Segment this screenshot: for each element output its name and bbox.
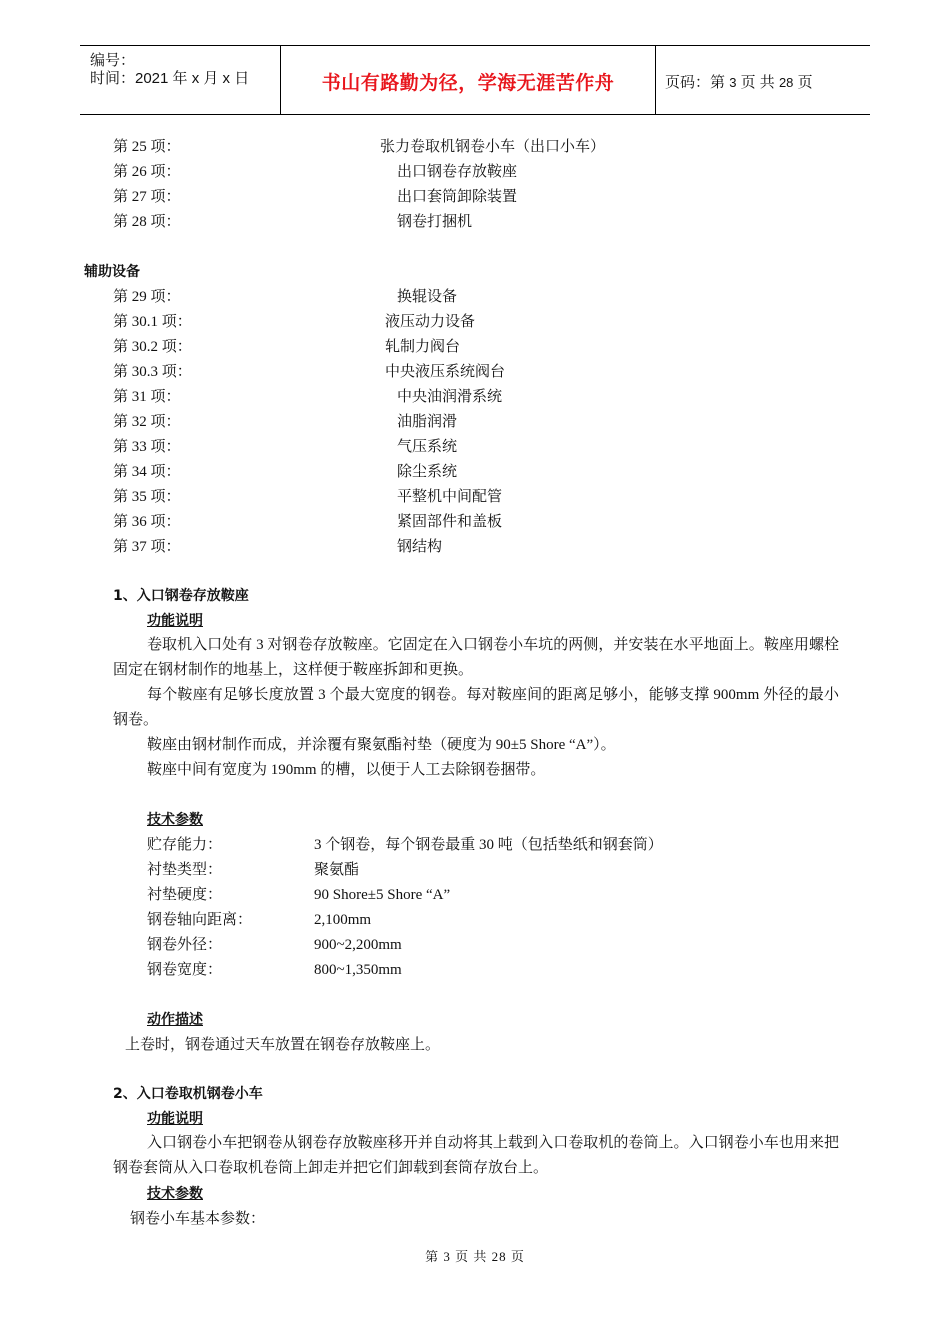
list-item [113, 461, 813, 483]
header-center-cell [280, 46, 656, 114]
item-number: 第 25 项： [113, 139, 181, 155]
page-total: 28 [778, 75, 794, 90]
param-key: 钢卷轴向距离： [147, 912, 253, 928]
aux-equipment-heading: 辅助设备 [84, 264, 140, 280]
item-number: 第 28 项： [113, 214, 181, 230]
item-name: 出口钢卷存放鞍座 [397, 164, 518, 180]
item-number: 第 37 项： [113, 539, 181, 555]
section-1-title: 1、入口钢卷存放鞍座 [113, 588, 249, 604]
param-row [147, 909, 837, 931]
param-row [147, 859, 837, 881]
header-left-cell [80, 46, 280, 114]
list-item [113, 386, 813, 408]
list-item [113, 536, 813, 558]
list-item [113, 486, 813, 508]
list-item [113, 361, 813, 383]
item-name: 出口套筒卸除装置 [397, 189, 518, 205]
param-value: 2,100mm [314, 912, 372, 928]
param-row [147, 834, 837, 856]
item-number: 第 33 项： [113, 439, 181, 455]
section-1-function-heading: 功能说明 [147, 613, 203, 629]
section-2-basic-params: 钢卷小车基本参数： [130, 1211, 266, 1227]
param-key: 贮存能力： [147, 837, 223, 853]
param-row [147, 959, 837, 981]
section-2-function-heading: 功能说明 [147, 1111, 203, 1127]
param-key: 衬垫硬度： [147, 887, 223, 903]
list-item [113, 411, 813, 433]
section-2-title: 2、入口卷取机钢卷小车 [113, 1086, 263, 1102]
item-name: 液压动力设备 [385, 314, 476, 330]
doc-time-label: 时间：2021 年 x 月 x 日 [90, 70, 250, 87]
list-item [113, 311, 813, 333]
item-name: 平整机中间配管 [397, 489, 503, 505]
item-number: 第 34 项： [113, 464, 181, 480]
item-name: 油脂润滑 [397, 414, 458, 430]
param-row [147, 884, 837, 906]
item-number: 第 31 项： [113, 389, 181, 405]
page-current: 3 [729, 75, 737, 90]
list-item [113, 136, 813, 158]
section-1-tech-heading: 技术参数 [147, 812, 203, 828]
item-number: 第 30.3 项： [113, 364, 192, 380]
list-item [113, 161, 813, 183]
param-row [147, 934, 837, 956]
item-name: 钢结构 [397, 539, 443, 555]
param-value: 90 Shore±5 Shore “A” [314, 887, 451, 903]
param-key: 钢卷外径： [147, 937, 223, 953]
item-name: 轧制力阀台 [385, 339, 461, 355]
page-mid: 页 共 [740, 74, 775, 91]
list-item [113, 286, 813, 308]
header-right-cell [655, 46, 870, 114]
item-number: 第 36 项： [113, 514, 181, 530]
item-number: 第 35 项： [113, 489, 181, 505]
item-number: 第 30.2 项： [113, 339, 192, 355]
page-header [80, 45, 870, 115]
section-1-action-text: 上卷时，钢卷通过天车放置在钢卷存放鞍座上。 [125, 1037, 441, 1053]
param-key: 钢卷宽度： [147, 962, 223, 978]
item-number: 第 30.1 项： [113, 314, 192, 330]
item-name: 紧固部件和盖板 [397, 514, 503, 530]
list-item [113, 186, 813, 208]
item-name: 中央油润滑系统 [397, 389, 503, 405]
param-value: 900~2,200mm [314, 937, 402, 953]
param-value: 800~1,350mm [314, 962, 402, 978]
header-page-number [665, 71, 813, 92]
list-item [113, 511, 813, 533]
item-number: 第 29 项： [113, 289, 181, 305]
param-value: 3 个钢卷，每个钢卷最重 30 吨（包括垫纸和钢套筒） [314, 837, 663, 853]
item-name: 除尘系统 [397, 464, 458, 480]
section-1-paragraph-2: 每个鞍座有足够长度放置 3 个最大宽度的钢卷。每对鞍座间的距离足够小，能够支撑 900mm 外径的最小钢卷。 [113, 687, 839, 728]
section-1-paragraph-1: 卷取机入口处有 3 对钢卷存放鞍座。它固定在入口钢卷小车坑的两侧，并安装在水平地面上。鞍座用螺栓固定在钢材制作的地基上，这样便于鞍座拆卸和更换。 [113, 637, 839, 678]
page-prefix: 页码：第 [665, 74, 726, 91]
section-2-tech-heading: 技术参数 [147, 1186, 203, 1202]
list-item [113, 436, 813, 458]
item-name: 钢卷打捆机 [397, 214, 473, 230]
section-1-paragraph-4: 鞍座中间有宽度为 190mm 的槽，以便于人工去除钢卷捆带。 [147, 762, 546, 778]
header-motto: 书山有路勤为径，学海无涯苦作舟 [321, 72, 615, 94]
item-name: 中央液压系统阀台 [385, 364, 506, 380]
param-value: 聚氨酯 [314, 862, 360, 878]
item-number: 第 27 项： [113, 189, 181, 205]
page-footer: 第 3 页 共 28 页 [425, 1249, 525, 1264]
param-key: 衬垫类型： [147, 862, 223, 878]
section-1-paragraph-3: 鞍座由钢材制作而成，并涂覆有聚氨酯衬垫（硬度为 90±5 Shore “A”）。 [147, 737, 616, 753]
section-1-action-heading: 动作描述 [147, 1012, 203, 1028]
item-name: 张力卷取机钢卷小车（出口小车） [380, 139, 606, 155]
list-item [113, 336, 813, 358]
list-item [113, 211, 813, 233]
page-suffix: 页 [797, 74, 813, 91]
doc-code-label: 编号： [90, 52, 136, 69]
section-2-paragraph-1: 入口钢卷小车把钢卷从钢卷存放鞍座移开并自动将其上载到入口卷取机的卷筒上。入口钢卷小车也用来把钢卷套筒从入口卷取机卷筒上卸走并把它们卸载到套筒存放台上。 [113, 1135, 839, 1176]
item-number: 第 32 项： [113, 414, 181, 430]
item-name: 换辊设备 [397, 289, 458, 305]
item-name: 气压系统 [397, 439, 458, 455]
item-number: 第 26 项： [113, 164, 181, 180]
